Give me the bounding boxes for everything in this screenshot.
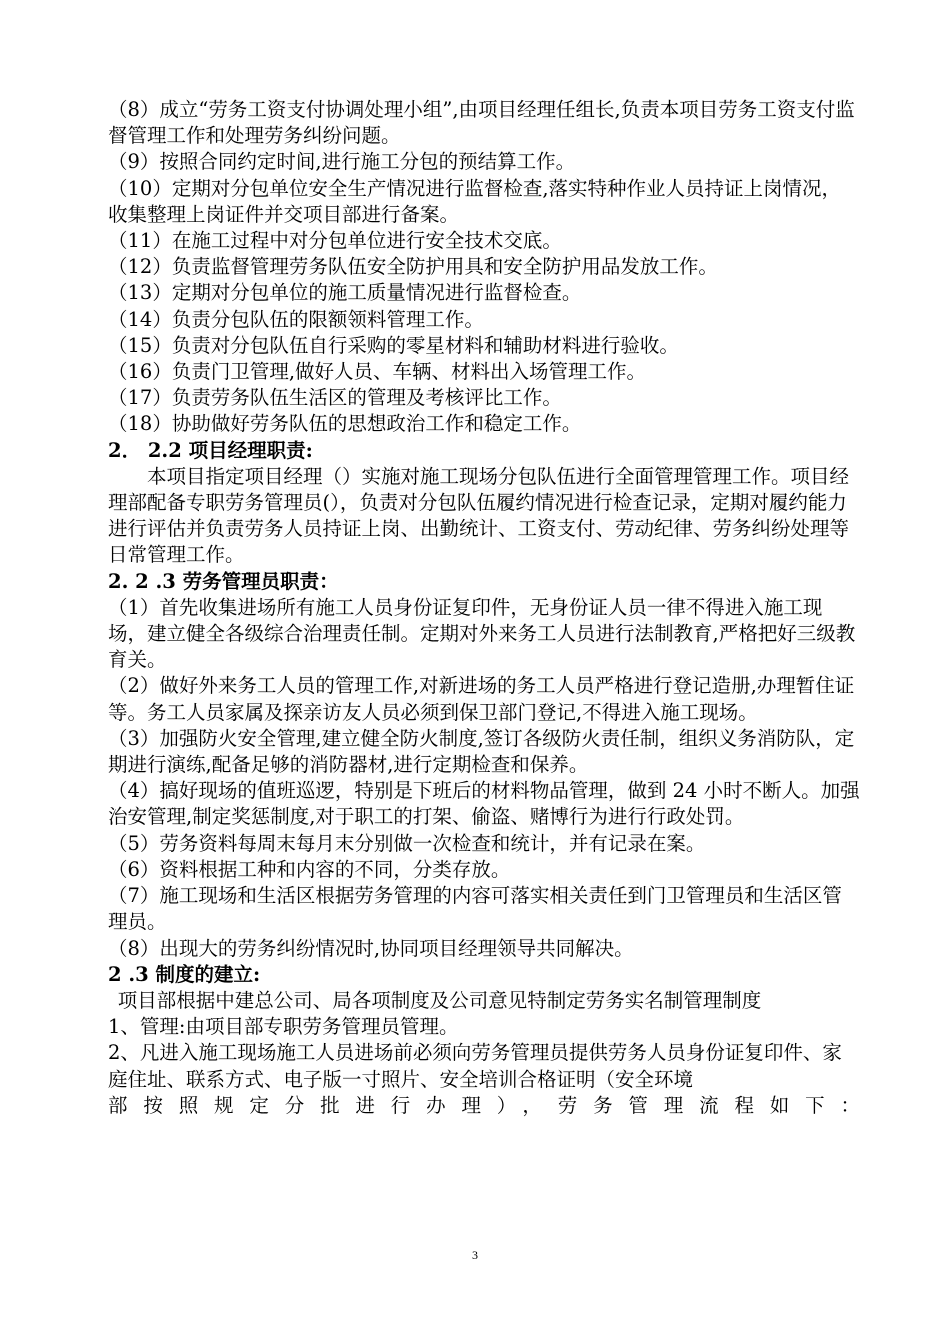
list-item: （3）加强防火安全管理,建立健全防火制度,签订各级防火责任制，组织义务消防队，定期进行演练,配备足够的消防器材,进行定期检查和保养。 [108,726,855,777]
list-item-continuation: 部按照规定分批进行办理），劳务管理流程如下： [108,1093,860,1117]
section-body-project-manager: 本项目指定项目经理（）实施对施工现场分包队伍进行全面管理管理工作。项目经理部配备专职劳务管理员(），负责对分包队伍履约情况进行检查记录，定期对履约能力进行评估并负责劳务人员持证上岗、出勤统计、工资支付、劳动纪律、劳务纠纷处理等日常管理工作。 [108,464,850,567]
list-item: （10）定期对分包单位安全生产情况进行监督检查,落实特种作业人员持证上岗情况，收集整理上岗证件并交项目部进行备案。 [108,176,842,226]
document-body [108,97,860,1119]
list-item: 1、管理:由项目部专职劳务管理员管理。 [108,1015,459,1039]
list-item: （9）按照合同约定时间,进行施工分包的预结算工作。 [108,150,576,174]
list-item: （8）成立“劳务工资支付协调处理小组”,由项目经理任组长,负责本项目劳务工资支付监督管理工作和处理劳务纠纷问题。 [108,98,855,148]
list-item: （6）资料根据工种和内容的不同，分类存放。 [108,857,511,881]
section-heading-labor-manager: 2. 2 .3 劳务管理员职责： [108,569,339,593]
list-item: （17）负责劳务队伍生活区的管理及考核评比工作。 [108,386,562,410]
list-item: （2）做好外来务工人员的管理工作,对新进场的务工人员严格进行登记造册,办理暂住证等。务工人员家属及探亲访友人员必须到保卫部门登记,不得进入施工现场。 [108,674,855,724]
list-item: （18）协助做好劳务队伍的思想政治工作和稳定工作。 [108,412,582,436]
section-intro-system: 项目部根据中建总公司、局各项制度及公司意见特制定劳务实名制管理制度 [117,988,762,1012]
list-item: （14）负责分包队伍的限额领料管理工作。 [108,307,484,331]
list-item: （4）搞好现场的值班巡逻，特别是下班后的材料物品管理，做到 24 小时不断人。加强治安管理,制定奖惩制度,对于职工的打架、偷盗、赌博行为进行行政处罚。 [108,779,860,829]
list-item: （13）定期对分包单位的施工质量情况进行监督检查。 [108,281,582,305]
page-number: 3 [472,1248,478,1262]
list-item: （7）施工现场和生活区根据劳务管理的内容可落实相关责任到门卫管理员和生活区管理员。 [108,884,842,934]
list-item: （12）负责监督管理劳务队伍安全防护用具和安全防护用品发放工作。 [108,255,718,279]
list-item: （11）在施工过程中对分包单位进行安全技术交底。 [108,229,562,253]
list-item: （15）负责对分包队伍自行采购的零星材料和辅助材料进行验收。 [108,333,679,357]
list-item: （8）出现大的劳务纠纷情况时,协同项目经理领导共同解决。 [108,936,634,960]
list-item: （16）负责门卫管理,做好人员、车辆、材料出入场管理工作。 [108,360,647,384]
section-heading-project-manager: 2． 2.2 项目经理职责: [108,438,313,462]
section-heading-system: 2 .3 制度的建立: [108,962,261,986]
list-item: （5）劳务资料每周末每月末分别做一次检查和统计，并有记录在案。 [108,831,706,855]
list-item: 2、凡进入施工现场施工人员进场前必须向劳务管理员提供劳务人员身份证复印件、家庭住址、联系方式、电子版一寸照片、安全培训合格证明（安全环境 [108,1041,842,1091]
list-item: （1）首先收集进场所有施工人员身份证复印件，无身份证人员一律不得进入施工现场，建立健全各级综合治理责任制。定期对外来务工人员进行法制教育,严格把好三级教育关。 [108,595,856,672]
